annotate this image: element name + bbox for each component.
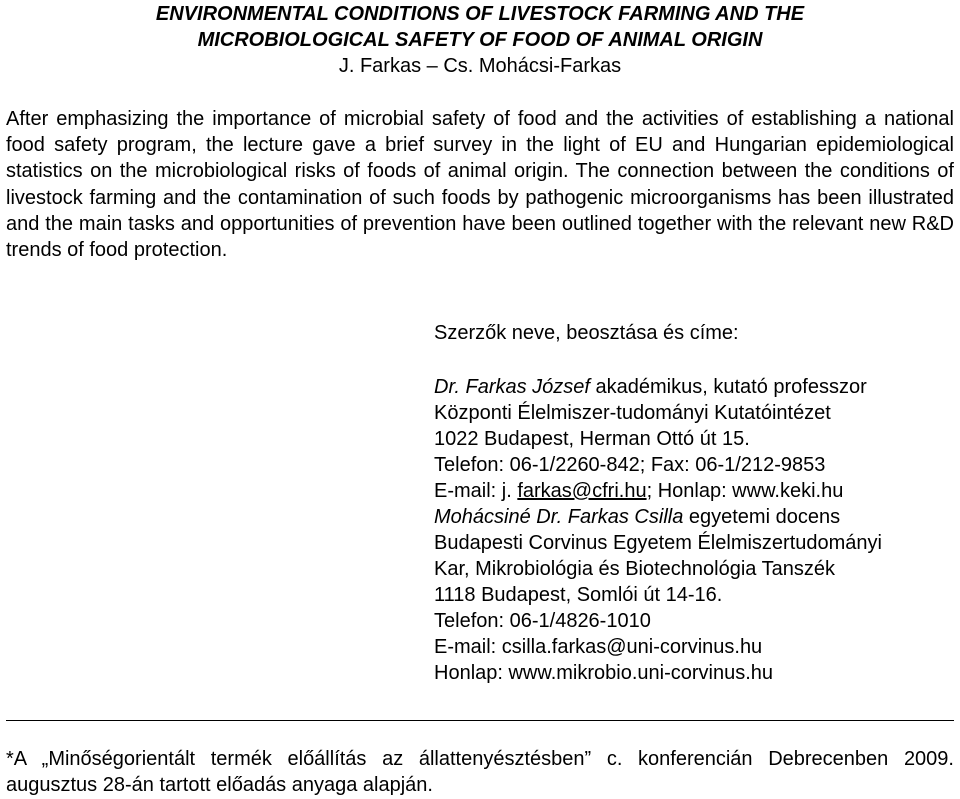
author2-email: E-mail: csilla.farkas@uni-corvinus.hu — [434, 636, 763, 658]
author2-phone: Telefon: 06-1/4826-1010 — [434, 610, 651, 632]
author1-name: Dr. Farkas József — [434, 376, 590, 398]
author2-address: 1118 Budapest, Somlói út 14-16. — [434, 584, 723, 606]
author2-name: Mohácsiné Dr. Farkas Csilla — [434, 506, 684, 528]
author1-email-prefix: E-mail: j. — [434, 480, 518, 502]
footnote: *A „Minőségorientált termék előállítás az állattenyésztésben” c. konferencián Debrecenben 2009. augusztus 28-án tartott előadás anyaga alapján. — [6, 748, 954, 796]
author2-name-line — [434, 504, 954, 530]
author1-address: 1022 Budapest, Herman Ottó út 15. — [434, 428, 750, 450]
author-names: J. Farkas – Cs. Mohácsi-Farkas — [338, 55, 622, 77]
affiliations-block — [434, 374, 954, 686]
author2-website: Honlap: www.mikrobio.uni-corvinus.hu — [434, 662, 774, 684]
author1-email-link[interactable]: farkas@cfri.hu — [517, 480, 647, 502]
author2-position: egyetemi docens — [683, 506, 841, 528]
affiliations-heading — [434, 320, 954, 346]
affiliations-heading-text: Szerzők neve, beosztása és címe: — [434, 322, 739, 344]
author2-institute-line-2: Kar, Mikrobiológia és Biotechnológia Tanszék — [434, 558, 835, 580]
author1-name-line — [434, 374, 954, 400]
author1-email-suffix: ; Honlap: www.keki.hu — [646, 480, 844, 502]
author1-institute: Központi Élelmiszer-tudományi Kutatóintézet — [434, 402, 831, 424]
author1-position: akadémikus, kutató professzor — [589, 376, 867, 398]
document-title-line-1: ENVIRONMENTAL CONDITIONS OF LIVESTOCK FARMING AND THE — [155, 3, 805, 25]
author1-phone: Telefon: 06-1/2260-842; Fax: 06-1/212-9853 — [434, 454, 826, 476]
abstract-paragraph: After emphasizing the importance of microbial safety of food and the activities of establishing a national food safety program, the lecture gave a brief survey in the light of EU and Hungarian epidemiological statistics on the microbiological risks of foods of animal origin. The connection between the conditions of livestock farming and the contamination of such foods by pathogenic microorganisms has been illustrated and the main tasks and opportunities of prevention have been outlined together with the relevant new R&D trends of food protection. — [6, 108, 954, 262]
author2-institute-line-1: Budapesti Corvinus Egyetem Élelmiszertudományi — [434, 532, 882, 554]
author1-email-line — [434, 478, 954, 504]
footnote-divider — [6, 720, 954, 721]
document-title-line-2: MICROBIOLOGICAL SAFETY OF FOOD OF ANIMAL ORIGIN — [197, 29, 763, 51]
